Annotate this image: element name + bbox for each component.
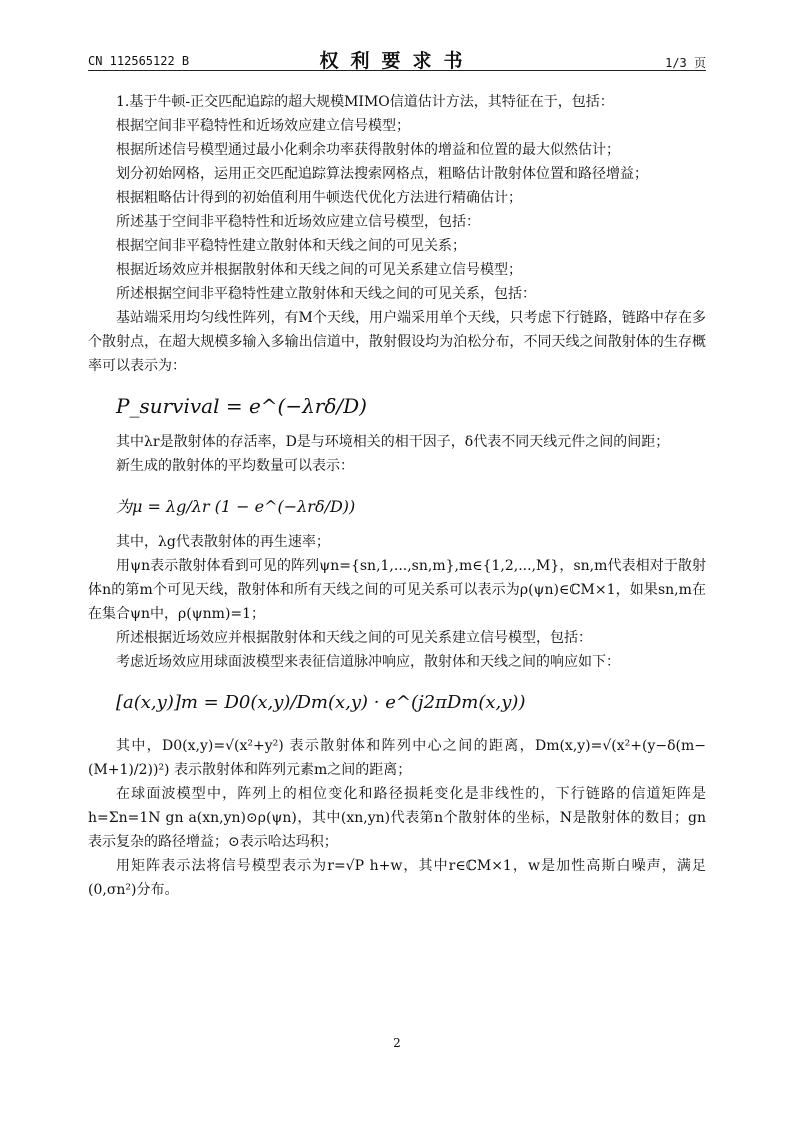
model-description: 基站端采用均匀线性阵列，有M个天线，用户端采用单个天线，只考虑下行链路，链路中存在多个散射点，在超大规模多输入多输出信道中，散射假设均为泊松分布，不同天线之间散射体的生存概率可以表示为： [88, 310, 706, 374]
patent-number: CN 112565122 B [88, 54, 190, 68]
distance-definitions: 其中，D0(x,y)=√(x²+y²) 表示散射体和阵列中心之间的距离，Dm(x,y)=√(x²+(y−δ(m−(M+1)/2))²) 表示散射体和阵列元素m之间的距离； [88, 738, 706, 778]
claim-sub-1: 所述基于空间非平稳特性和近场效应建立信号模型，包括： [116, 214, 480, 230]
signal-model: 用矩阵表示法将信号模型表示为r=√P h+w，其中r∈ℂM×1，w是加性高斯白噪声，满足(0,σn²)分布。 [88, 858, 706, 898]
page-number: 2 [393, 1036, 401, 1050]
page-header [88, 44, 706, 72]
survival-explanation: 其中λr是散射体的存活率，D是与环境相关的相干因子，δ代表不同天线元件之间的间距； [116, 434, 670, 450]
visibility-relation: 用ψn表示散射体看到可见的阵列ψn={sn,1,...,sn,m},m∈{1,2,...,M}，sn,m代表相对于散射体n的第m个可见天线，散射体和所有天线之间的可见关系可以表示为ρ(ψn)∈ℂM×1，如果sn,m在在集合ψn中，ρ(ψnm)=1； [88, 558, 706, 622]
claim-sub-4: 所述根据空间非平稳特性建立散射体和天线之间的可见关系，包括： [116, 286, 536, 302]
claim-sub-3: 根据近场效应并根据散射体和天线之间的可见关系建立信号模型； [116, 262, 522, 278]
claim-sub-2: 根据空间非平稳特性建立散射体和天线之间的可见关系； [116, 238, 466, 254]
claims-body [88, 90, 706, 902]
spherical-wave-intro: 考虑近场效应用球面波模型来表征信道脉冲响应，散射体和天线之间的响应如下： [116, 654, 620, 670]
claim-1-intro: 1.基于牛顿-正交匹配追踪的超大规模MIMO信道估计方法，其特征在于，包括： [116, 94, 614, 110]
formula-mean-text: 为μ = λg/λr (1 − e^(−λrδ/D)) [116, 497, 356, 516]
formula-mean [88, 478, 706, 530]
formula-survival [88, 378, 706, 430]
formula-survival-text: P_survival = e^(−λrδ/D) [116, 394, 367, 418]
header-rule [88, 70, 706, 71]
claim-sub-5: 所述根据近场效应并根据散射体和天线之间的可见关系建立信号模型，包括： [116, 630, 592, 646]
claim-step-4: 根据粗略估计得到的初始值利用牛顿迭代优化方法进行精确估计； [116, 190, 522, 206]
formula-response-text: [a(x,y)]m = D0(x,y)/Dm(x,y) · e^(j2πDm(x,y)) [116, 692, 526, 713]
claim-step-2: 根据所述信号模型通过最小化剩余功率获得散射体的增益和位置的最大似然估计； [116, 142, 620, 158]
claim-step-3: 划分初始网格，运用正交匹配追踪算法搜索网格点，粗略估计散射体位置和路径增益； [116, 166, 648, 182]
document-title: 权利要求书 [319, 50, 475, 72]
claim-step-1: 根据空间非平稳特性和近场效应建立信号模型； [116, 118, 410, 134]
regeneration-explanation: 其中，λg代表散射体的再生速率； [116, 534, 330, 550]
channel-matrix: 在球面波模型中，阵列上的相位变化和路径损耗变化是非线性的，下行链路的信道矩阵是h=Σn=1N gn a(xn,yn)⊙ρ(ψn)，其中(xn,yn)代表第n个散射体的坐标，N是散射体的数目；gn表示复杂的路径增益；⊙表示哈达玛积； [88, 786, 706, 850]
formula-response [88, 674, 706, 734]
mean-count-intro: 新生成的散射体的平均数量可以表示： [116, 458, 354, 474]
page-indicator: 1/3 页 [665, 56, 706, 70]
